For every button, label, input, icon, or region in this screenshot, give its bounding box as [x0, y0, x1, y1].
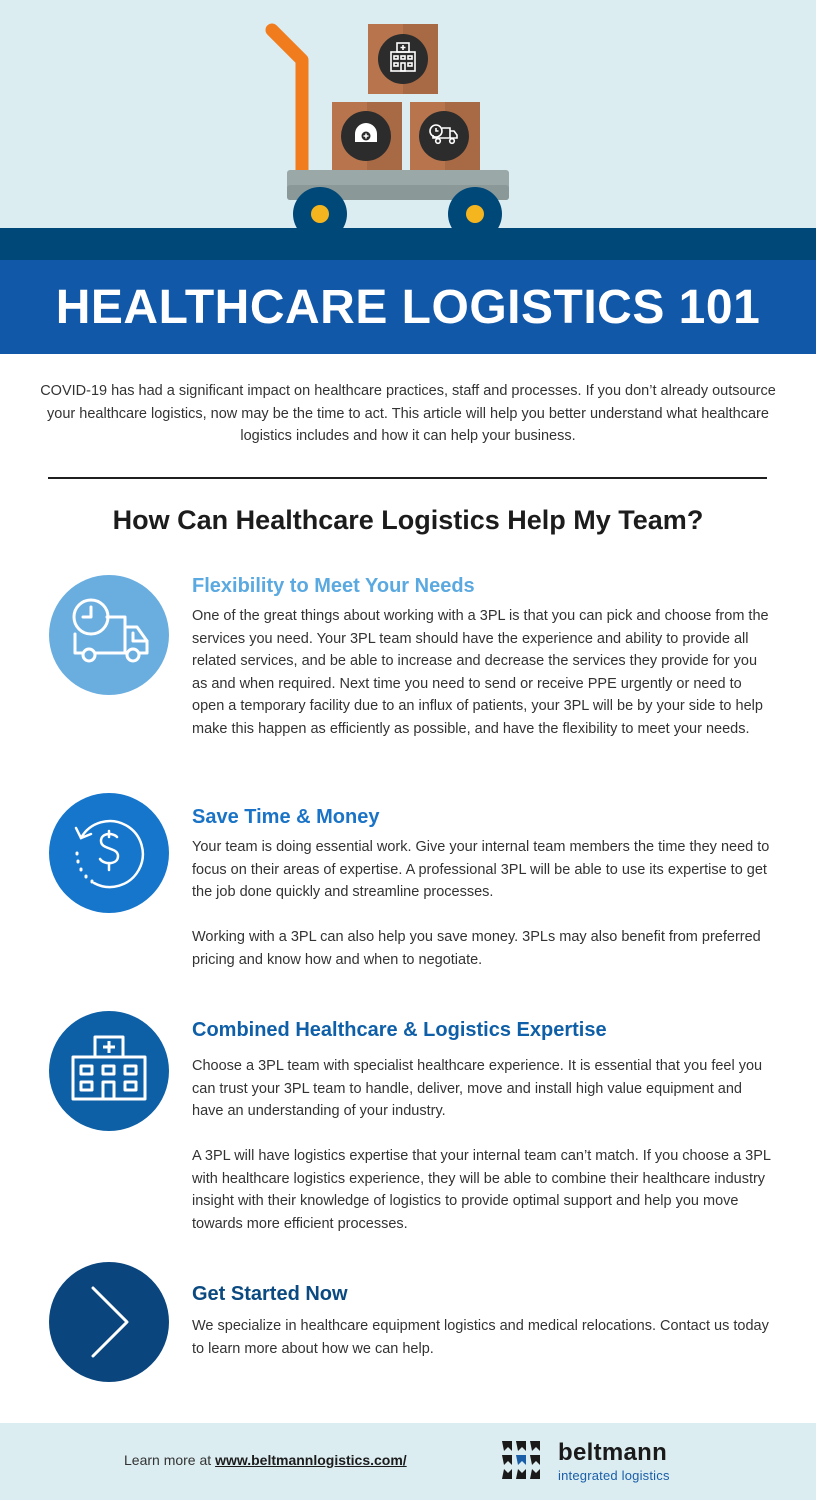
feature-title: Combined Healthcare & Logistics Expertise	[192, 1019, 607, 1041]
feature-paragraph: We specialize in healthcare equipment logistics and medical relocations. Contact us today to learn more about how we can help.	[192, 1318, 769, 1357]
feature-paragraph: A 3PL will have logistics expertise that your internal team can’t match. If you choose a 3PL with healthcare logistics experience, they will be able to combine their healthcare industry insight with their knowledge of logistics to provide optimal support and help you move towards more efficient processes.	[192, 1148, 771, 1232]
logo-name: beltmann	[558, 1439, 668, 1466]
feature-body	[192, 1055, 772, 1235]
divider	[48, 477, 767, 479]
footer-learn-more-label: Learn more at	[124, 1452, 216, 1468]
feature-icon-circle	[49, 1011, 169, 1131]
section-heading: How Can Healthcare Logistics Help My Team?	[112, 505, 704, 535]
chevron-right-icon	[49, 1262, 169, 1382]
feature-paragraph: Working with a 3PL can also help you save money. 3PLs may also benefit from preferred pricing and know how and when to negotiate.	[192, 929, 761, 968]
box-right	[410, 102, 480, 170]
feature-title: Flexibility to Meet Your Needs	[192, 575, 475, 597]
box-top	[368, 24, 438, 94]
feature-body	[192, 1315, 772, 1360]
delivery-truck-clock-icon	[49, 575, 169, 695]
title-banner	[0, 260, 816, 354]
feature-body	[192, 605, 772, 740]
beltmann-arrows-logo-icon	[500, 1437, 548, 1485]
feature-icon-circle	[49, 793, 169, 913]
intro-paragraph: COVID-19 has had a significant impact on healthcare practices, staff and processes. If you don’t already outsource your healthcare logistics, now may be the time to act. This article will help you better understand what healthcare logistics includes and how it can help your business.	[40, 383, 776, 444]
logo-tagline: integrated logistics	[558, 1468, 670, 1483]
hospital-icon	[49, 1011, 169, 1131]
feature-paragraph: Choose a 3PL team with specialist healthcare experience. It is essential that you feel you can trust your 3PL team to handle, deliver, move and install high value equipment and have an understanding of your industry.	[192, 1058, 763, 1119]
feature-title: Save Time & Money	[192, 806, 380, 828]
beltmann-logo[interactable]	[500, 1437, 700, 1487]
hand-truck-with-boxes-icon	[0, 0, 816, 260]
page-title: HEALTHCARE LOGISTICS 101	[55, 280, 761, 334]
feature-icon-circle	[49, 575, 169, 695]
footer-learn-more	[124, 1452, 407, 1468]
feature-icon-circle	[49, 1262, 169, 1382]
feature-body	[192, 836, 772, 971]
footer	[0, 1423, 816, 1500]
feature-paragraph: Your team is doing essential work. Give your internal team members the time they need to focus on their areas of expertise. A professional 3PL will be able to use its expertise to get the job done quickly and streamline processes.	[192, 839, 770, 900]
website-link[interactable]: www.beltmannlogistics.com/	[215, 1452, 407, 1468]
feature-paragraph: One of the great things about working with a 3PL is that you can pick and choose from the services you need. Your 3PL team should have the experience and ability to provide all related services, and be able to increase and decrease the services they provide for you as and when required. Next time you need to send or receive PPE urgently or need to open a temporary facility due to an influx of patients, your 3PL will be by your side to help make this happen as efficiently as possible, and have the flexibility to meet your needs.	[192, 608, 769, 737]
box-left	[332, 102, 402, 170]
dollar-time-icon	[49, 793, 169, 913]
feature-title: Get Started Now	[192, 1283, 348, 1305]
